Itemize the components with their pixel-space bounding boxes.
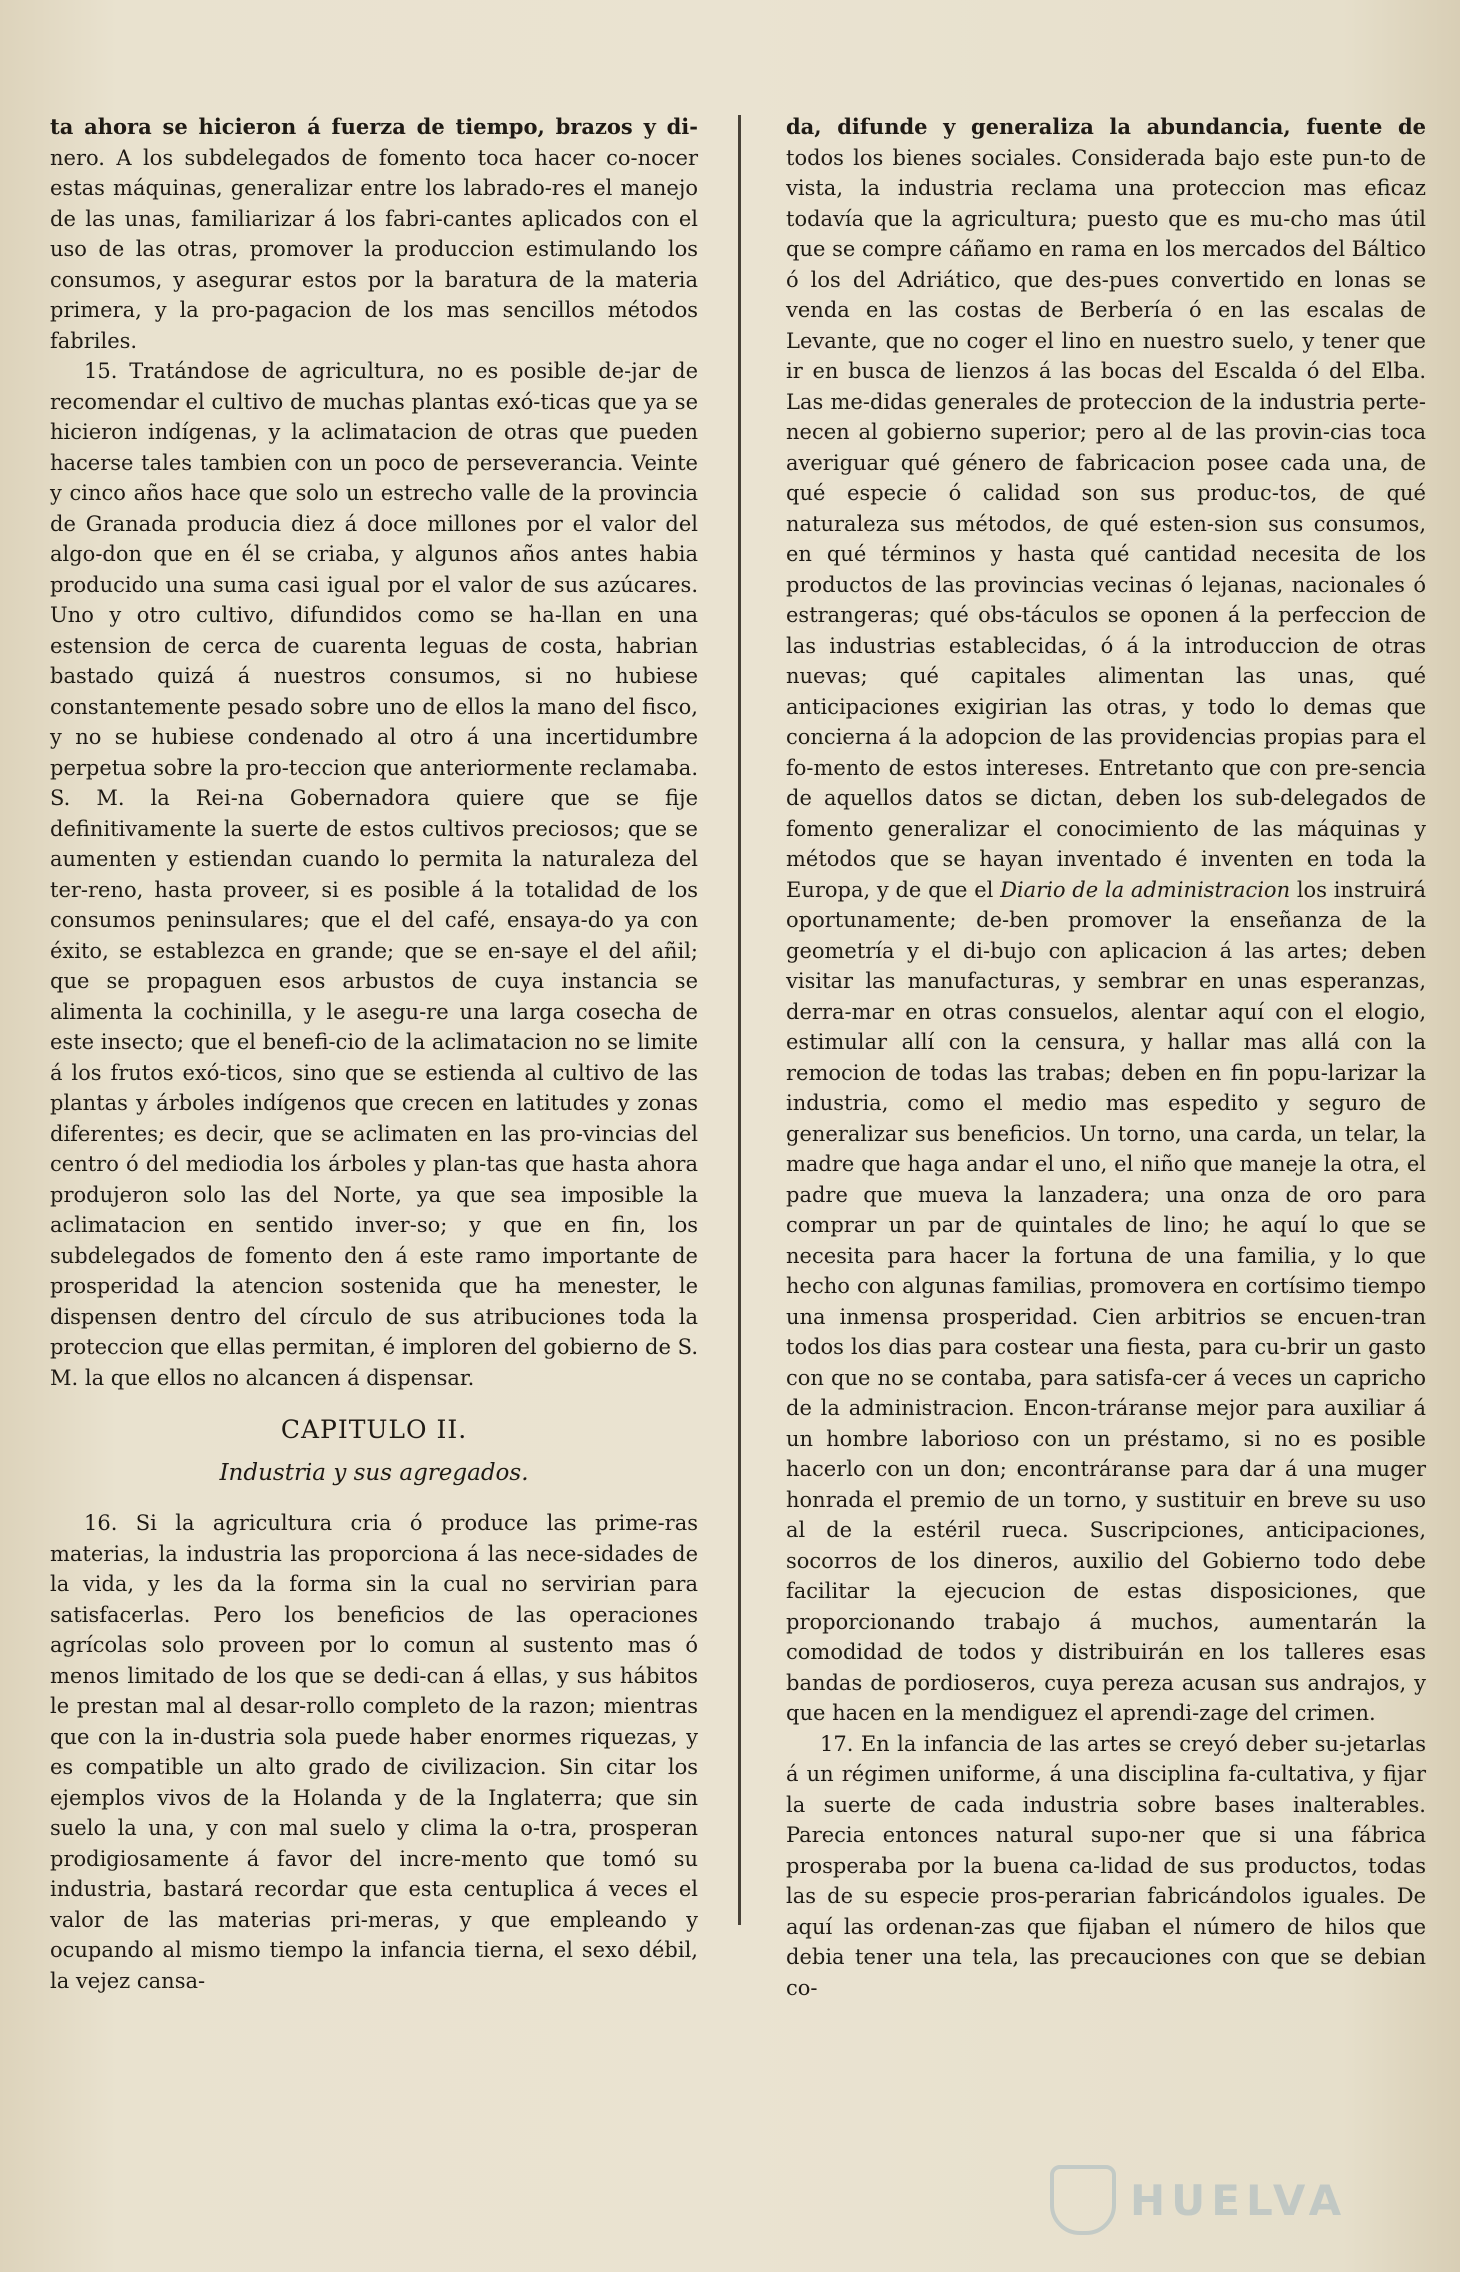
left-bold-opening: ta ahora se hicieron á fuerza de tiempo, brazos y di- — [50, 114, 698, 139]
right-paragraph-continued — [786, 112, 1426, 1729]
diario-title: Diario de la administracion — [1000, 877, 1291, 902]
chapter-heading: CAPITULO II. — [280, 1415, 468, 1444]
chapter-subtitle: Industria y sus agregados. — [219, 1459, 529, 1486]
right-bold-opening: da, difunde y generaliza la abundancia, fuente de — [786, 114, 1426, 139]
right-paragraph-tail: los instruirá oportunamente; de-ben promover la enseñanza de la geometría y el di-bujo con aplicacion á las artes; deben visitar las manufacturas, y sembrar en unas esperanzas, derra-mar en otras consuelos, alentar aquí con el elogio, estimular allí con la censura, y hallar mas allá con la remocion de todas las trabas; deben en fin popu-larizar la industria, como el medio mas espedito y seguro de generalizar sus beneficios. Un torno, una carda, un telar, la madre que haga andar el uno, el niño que maneje la otra, el padre que mueva la lanzadera; una onza de oro para comprar un par de quintales de lino; he aquí lo que se necesita para hacer la fortuna de una familia, y lo que hecho con algunas familias, promovera en cortísimo tiempo una inmensa prosperidad. Cien arbitrios se encuen-tran todos los dias para costear una fiesta, para cu-brir un gasto con que no se contaba, para satisfa-cer á veces un capricho de la administracion. Encon-tráranse mejor para auxiliar á un hombre laborioso con un préstamo, si no es posible hacerlo con un don; encontráranse para dar á una muger honrada el premio de un torno, y sustituir en breve su uso al de la estéril rueca. Suscripciones, anticipaciones, socorros de los dineros, auxilio del Gobierno todo debe facilitar la ejecucion de estas disposiciones, que proporcionando trabajo á muchos, aumentarán la comodidad de todos y distribuirán en los talleres esas bandas de pordioseros, cuya pereza acusan sus andrajos, y que hacen en la mendiguez el aprendi-zage del crimen. — [786, 877, 1427, 1725]
paragraph-15: 15. Tratándose de agricultura, no es posible de-jar de recomendar el cultivo de muchas plantas exó-ticas que ya se hicieron indígenas, y la aclimatacion de otras que pueden hacerse tales tambien con un poco de perseverancia. Veinte y cinco años hace que solo un estrecho valle de la provincia de Granada producia diez á doce millones por el valor del algo-don que en él se criaba, y algunos años antes habia producido una suma casi igual por el valor de sus azúcares. Uno y otro cultivo, difundidos como se ha-llan en una estension de cerca de cuarenta leguas de costa, habrian bastado quizá á nuestros consumos, si no hubiese constantemente pesado sobre uno de ellos la mano del fisco, y no se hubiese condenado al otro á una incertidumbre perpetua sobre la pro-teccion que anteriormente reclamaba. S. M. la Rei-na Gobernadora quiere que se fije definitivamente la suerte de estos cultivos preciosos; que se aumenten y estiendan cuando lo permita la naturaleza del ter-reno, hasta proveer, si es posible á la totalidad de los consumos peninsulares; que el del café, ensaya-do ya con éxito, se establezca en grande; que se en-saye el del añil; que se propaguen esos arbustos de cuya instancia se alimenta la cochinilla, y le asegu-re una larga cosecha de este insecto; que el benefi-cio de la aclimatacion no se limite á los frutos exó-ticos, sino que se estienda al cultivo de las plantas y árboles indígenos que crecen en latitudes y zonas diferentes; es decir, que se aclimaten en las pro-vincias del centro ó del mediodia los árboles y plan-tas que hasta ahora produjeron solo las del Norte, ya que sea imposible la aclimatacion en sentido inver-so; y que en fin, los subdelegados de fomento den á este ramo importante de prosperidad la atencion sostenida que ha menester, le dispensen dentro del círculo de sus atribuciones toda la proteccion que ellas permitan, é imploren del gobierno de S. M. la que ellos no alcancen á dispensar. — [50, 359, 698, 1390]
right-column — [786, 112, 1426, 2003]
column-divider — [738, 115, 741, 1925]
paragraph-16: 16. Si la agricultura cria ó produce las prime-ras materias, la industria las proporciona á las nece-sidades de la vida, y les da la forma sin la cual no servirian para satisfacerlas. Pero los beneficios de las operaciones agrícolas solo proveen por lo comun al sustento mas ó menos limitado de los que se dedi-can á ellas, y sus hábitos le prestan mal al desar-rollo completo de la razon; mientras que con la in-dustria sola puede haber enormes riquezas, y es compatible un alto grado de civilizacion. Sin citar los ejemplos vivos de la Holanda y de la Inglaterra; que sin suelo la una, y con mal suelo y clima la o-tra, prosperan prodigiosamente á favor del incre-mento que tomó su industria, bastará recordar que esta centuplica á veces el valor de las materias pri-meras, y que empleando y ocupando al mismo tiempo la infancia tierna, el sexo débil, la vejez cansa- — [50, 1511, 698, 1993]
shield-icon — [1050, 2165, 1116, 2235]
left-paragraph-text: nero. A los subdelegados de fomento toca hacer co-nocer estas máquinas, generalizar entre los labrado-res el manejo de las unas, familiarizar á los fabri-cantes aplicados con el uso de las otras, promover la produccion estimulando los consumos, y asegurar estos por la baratura de la materia primera, y la pro-pagacion de los mas sencillos métodos fabriles. — [50, 145, 698, 353]
right-paragraph-text: todos los bienes sociales. Considerada bajo este pun-to de vista, la industria reclama una proteccion mas eficaz todavía que la agricultura; puesto que es mu-cho mas útil que se compre cáñamo en rama en los mercados del Báltico ó los del Adriático, que des-pues convertido en lonas se venda en las costas de Berbería ó en las escalas de Levante, que no coger el lino en nuestro suelo, y tener que ir en busca de lienzos á las bocas del Escalda ó del Elba. Las me-didas generales de proteccion de la industria perte-necen al gobierno superior; pero al de las provin-cias toca averiguar qué género de fabricacion posee cada una, de qué especie ó calidad son sus produc-tos, de qué naturaleza sus métodos, de qué esten-sion sus consumos, en qué términos y hasta qué cantidad necesita de los productos de las provincias vecinas ó lejanas, nacionales ó estrangeras; qué obs-táculos se oponen á la perfeccion de las industrias establecidas, ó á la introduccion de otras nuevas; qué capitales alimentan las unas, qué anticipaciones exigirian las otras, y todo lo demas que concierna á la adopcion de las providencias propias para el fo-mento de estos intereses. Entretanto que con pre-sencia de aquellos datos se dictan, deben los sub-delegados de fomento generalizar el conocimiento de las máquinas y métodos que se hayan inventado é inventen en toda la Europa, y de que el — [786, 145, 1426, 902]
paragraph-17: 17. En la infancia de las artes se creyó deber su-jetarlas á un régimen uniforme, á una disciplina fa-cultativa, y fijar la suerte de cada industria sobre bases inalterables. Parecia entonces natural supo-ner que si una fábrica prosperaba por la buena ca-lidad de sus productos, todas las de su especie pros-perarian fabricándolos iguales. De aquí las ordenan-zas que fijaban el número de hilos que debia tener una tela, las precauciones con que se debian co- — [786, 1731, 1426, 2000]
archive-watermark — [1050, 2160, 1430, 2240]
left-column — [50, 112, 698, 1996]
watermark-text: HUELVA — [1130, 2175, 1348, 2225]
left-paragraph-continued — [50, 112, 698, 356]
